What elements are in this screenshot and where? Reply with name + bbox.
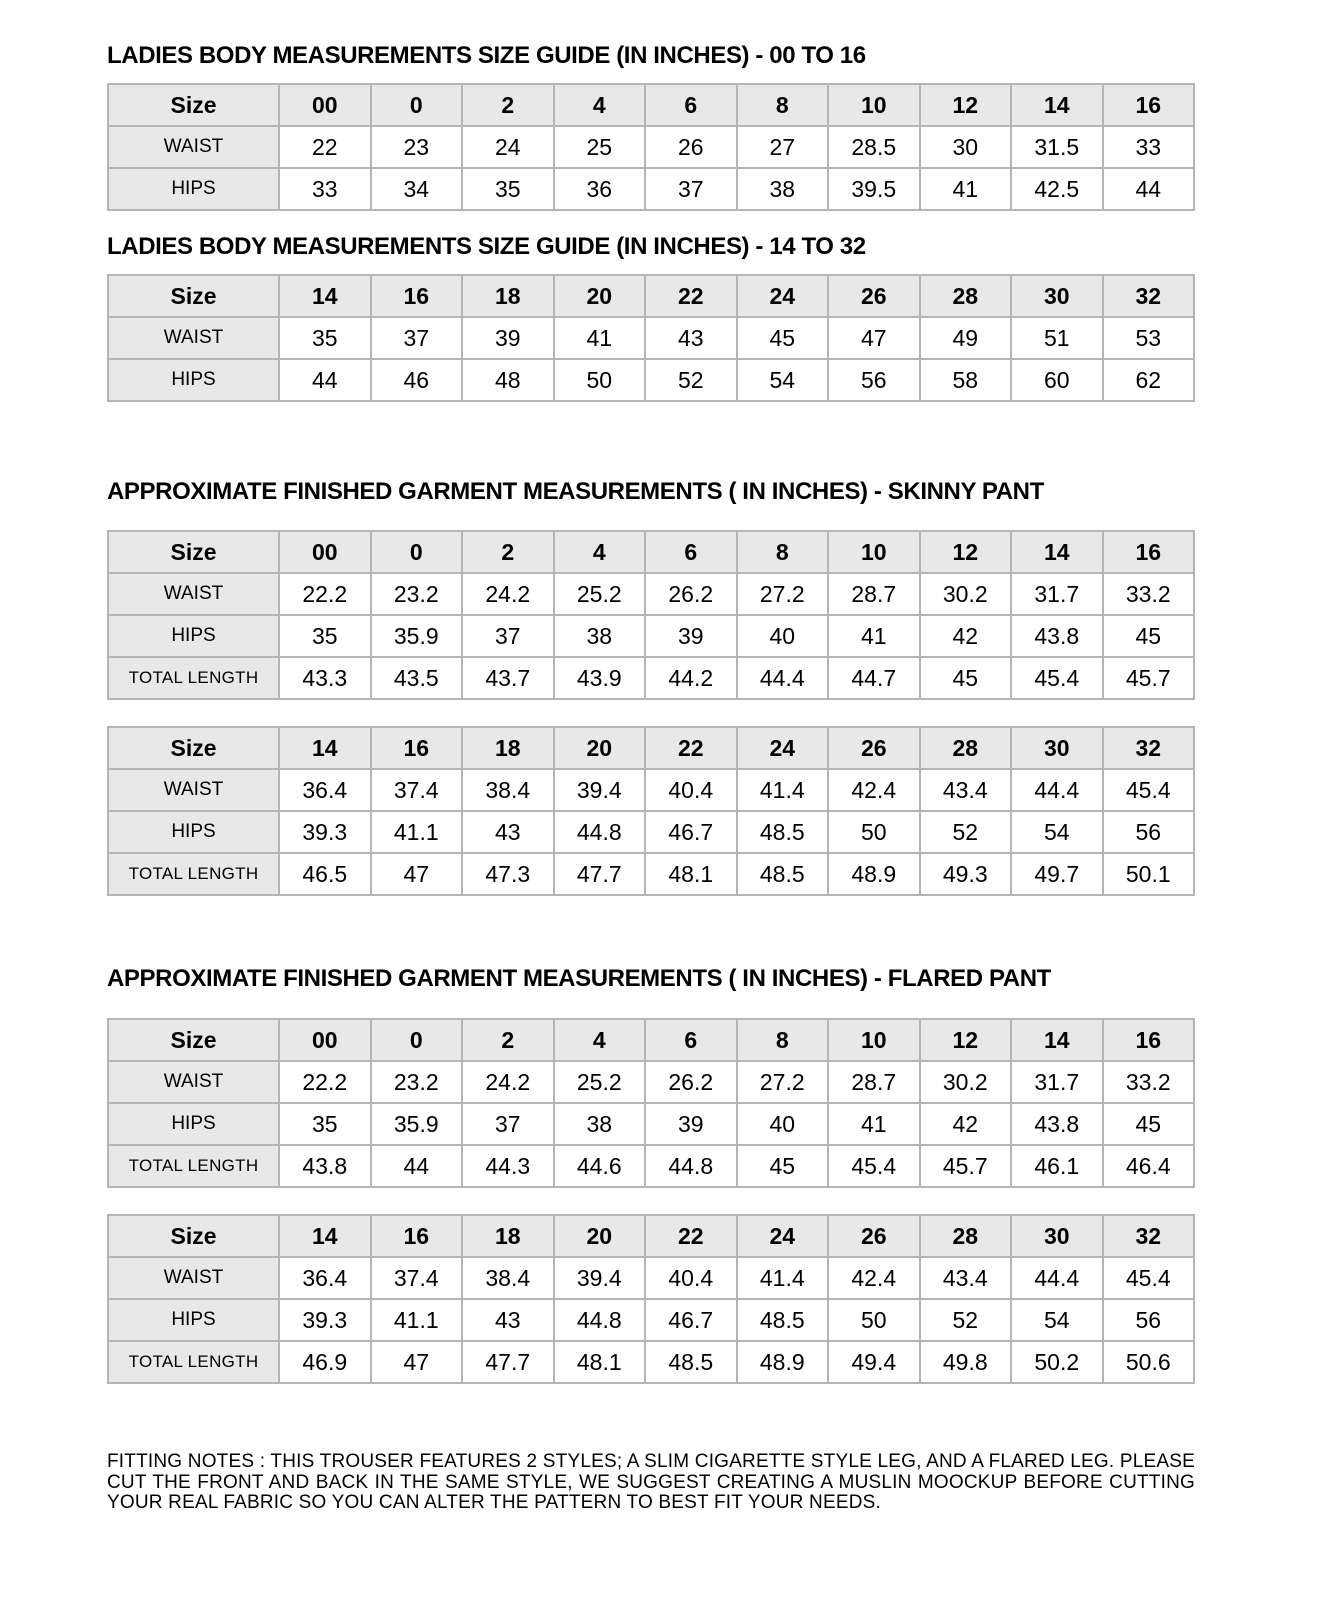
size-header-cell: 30 xyxy=(1011,727,1103,769)
size-header-cell: 10 xyxy=(828,531,920,573)
measurement-cell: 47.7 xyxy=(554,853,646,895)
table-row xyxy=(108,126,1194,168)
measurement-cell: 39.3 xyxy=(279,811,371,853)
size-header-cell: 16 xyxy=(1103,531,1195,573)
size-header-cell: 26 xyxy=(828,727,920,769)
measurement-cell: 45 xyxy=(737,317,829,359)
size-header-cell: 16 xyxy=(1103,84,1195,126)
measurement-cell: 28.7 xyxy=(828,1061,920,1103)
measurement-cell: 31.5 xyxy=(1011,126,1103,168)
section-heading: LADIES BODY MEASUREMENTS SIZE GUIDE (IN INCHES) - 14 TO 32 xyxy=(107,233,866,260)
row-label: HIPS xyxy=(108,615,279,657)
measurement-cell: 40 xyxy=(737,615,829,657)
measurement-cell: 48.9 xyxy=(828,853,920,895)
measurement-cell: 50 xyxy=(828,1299,920,1341)
size-header-cell: 32 xyxy=(1103,275,1195,317)
measurement-cell: 44.7 xyxy=(828,657,920,699)
measurement-cell: 46.9 xyxy=(279,1341,371,1383)
measurement-cell: 35 xyxy=(462,168,554,210)
measurement-cell: 41 xyxy=(920,168,1012,210)
measurement-table xyxy=(107,274,1195,402)
measurement-cell: 45.4 xyxy=(1103,1257,1195,1299)
measurement-cell: 51 xyxy=(1011,317,1103,359)
size-header-cell: 20 xyxy=(554,275,646,317)
measurement-cell: 50.6 xyxy=(1103,1341,1195,1383)
size-header-cell: 32 xyxy=(1103,1215,1195,1257)
size-header-cell: 8 xyxy=(737,1019,829,1061)
measurement-cell: 40.4 xyxy=(645,1257,737,1299)
row-label: WAIST xyxy=(108,573,279,615)
measurement-cell: 50.1 xyxy=(1103,853,1195,895)
size-header-cell: 20 xyxy=(554,727,646,769)
size-header-cell: 26 xyxy=(828,1215,920,1257)
measurement-cell: 44.8 xyxy=(645,1145,737,1187)
size-header-cell: 30 xyxy=(1011,275,1103,317)
measurement-cell: 41.1 xyxy=(371,811,463,853)
measurement-cell: 33 xyxy=(1103,126,1195,168)
measurement-cell: 26.2 xyxy=(645,1061,737,1103)
measurement-cell: 42.5 xyxy=(1011,168,1103,210)
size-header-cell: 0 xyxy=(371,84,463,126)
size-header-cell: 22 xyxy=(645,1215,737,1257)
measurement-cell: 48.5 xyxy=(737,811,829,853)
measurement-cell: 33 xyxy=(279,168,371,210)
measurement-cell: 45 xyxy=(1103,615,1195,657)
measurement-cell: 50 xyxy=(554,359,646,401)
size-header-cell: 16 xyxy=(371,275,463,317)
measurement-cell: 30 xyxy=(920,126,1012,168)
size-header-cell: 00 xyxy=(279,531,371,573)
measurement-cell: 41 xyxy=(554,317,646,359)
size-header-cell: 24 xyxy=(737,727,829,769)
measurement-table xyxy=(107,726,1195,896)
measurement-cell: 23.2 xyxy=(371,573,463,615)
measurement-cell: 33.2 xyxy=(1103,573,1195,615)
measurement-cell: 22 xyxy=(279,126,371,168)
size-table xyxy=(107,726,1195,896)
measurement-cell: 44 xyxy=(279,359,371,401)
measurement-cell: 44.4 xyxy=(1011,1257,1103,1299)
measurement-cell: 34 xyxy=(371,168,463,210)
measurement-cell: 48.5 xyxy=(737,853,829,895)
size-header-cell: 28 xyxy=(920,1215,1012,1257)
size-header-cell: 2 xyxy=(462,1019,554,1061)
measurement-cell: 45 xyxy=(737,1145,829,1187)
table-header-row xyxy=(108,1215,1194,1257)
measurement-cell: 27 xyxy=(737,126,829,168)
table-row xyxy=(108,811,1194,853)
measurement-cell: 37 xyxy=(462,615,554,657)
measurement-cell: 43.8 xyxy=(279,1145,371,1187)
measurement-cell: 45.4 xyxy=(828,1145,920,1187)
size-header-cell: 16 xyxy=(1103,1019,1195,1061)
size-header-cell: 14 xyxy=(1011,1019,1103,1061)
measurement-cell: 47 xyxy=(371,1341,463,1383)
measurement-cell: 44.8 xyxy=(554,1299,646,1341)
measurement-cell: 54 xyxy=(1011,1299,1103,1341)
measurement-cell: 47.7 xyxy=(462,1341,554,1383)
measurement-cell: 52 xyxy=(645,359,737,401)
size-header-cell: 6 xyxy=(645,84,737,126)
measurement-cell: 43.8 xyxy=(1011,615,1103,657)
measurement-cell: 49.8 xyxy=(920,1341,1012,1383)
measurement-cell: 42.4 xyxy=(828,769,920,811)
measurement-cell: 46.1 xyxy=(1011,1145,1103,1187)
measurement-cell: 39.4 xyxy=(554,769,646,811)
size-header-cell: 32 xyxy=(1103,727,1195,769)
measurement-cell: 54 xyxy=(1011,811,1103,853)
measurement-cell: 43.3 xyxy=(279,657,371,699)
fitting-notes: FITTING NOTES : THIS TROUSER FEATURES 2 STYLES; A SLIM CIGARETTE STYLE LEG, AND A FLARED LEG. PLEASE CUT THE FRONT AND BACK IN THE SAME STYLE, WE SUGGEST CREATING A MUSLIN MOOCKUP BEFORE CUTTING YOUR REAL FABRIC SO YOU CAN ALTER THE PATTERN TO BEST FIT YOUR NEEDS. xyxy=(107,1451,1195,1513)
table-header-row xyxy=(108,531,1194,573)
size-header-label: Size xyxy=(108,1019,279,1061)
measurement-cell: 22.2 xyxy=(279,573,371,615)
measurement-cell: 39.4 xyxy=(554,1257,646,1299)
measurement-cell: 41.4 xyxy=(737,769,829,811)
size-header-cell: 18 xyxy=(462,1215,554,1257)
measurement-cell: 25.2 xyxy=(554,573,646,615)
size-header-cell: 6 xyxy=(645,531,737,573)
measurement-cell: 46.4 xyxy=(1103,1145,1195,1187)
size-header-cell: 4 xyxy=(554,84,646,126)
measurement-cell: 25.2 xyxy=(554,1061,646,1103)
measurement-cell: 45 xyxy=(1103,1103,1195,1145)
measurement-cell: 40 xyxy=(737,1103,829,1145)
measurement-cell: 49.4 xyxy=(828,1341,920,1383)
measurement-cell: 62 xyxy=(1103,359,1195,401)
measurement-cell: 30.2 xyxy=(920,1061,1012,1103)
size-header-label: Size xyxy=(108,1215,279,1257)
measurement-cell: 44 xyxy=(1103,168,1195,210)
table-header-row xyxy=(108,727,1194,769)
size-header-cell: 8 xyxy=(737,531,829,573)
size-header-cell: 8 xyxy=(737,84,829,126)
measurement-cell: 54 xyxy=(737,359,829,401)
measurement-cell: 23 xyxy=(371,126,463,168)
measurement-cell: 31.7 xyxy=(1011,1061,1103,1103)
size-table xyxy=(107,1214,1195,1384)
table-row xyxy=(108,657,1194,699)
measurement-cell: 48.5 xyxy=(645,1341,737,1383)
measurement-table xyxy=(107,1018,1195,1188)
measurement-cell: 38.4 xyxy=(462,769,554,811)
measurement-cell: 27.2 xyxy=(737,573,829,615)
size-header-cell: 6 xyxy=(645,1019,737,1061)
measurement-cell: 23.2 xyxy=(371,1061,463,1103)
size-header-cell: 16 xyxy=(371,727,463,769)
measurement-cell: 43.5 xyxy=(371,657,463,699)
measurement-cell: 24.2 xyxy=(462,573,554,615)
measurement-cell: 60 xyxy=(1011,359,1103,401)
size-header-cell: 20 xyxy=(554,1215,646,1257)
measurement-cell: 39 xyxy=(645,615,737,657)
size-table xyxy=(107,530,1195,700)
size-header-cell: 22 xyxy=(645,727,737,769)
measurement-cell: 37 xyxy=(645,168,737,210)
measurement-cell: 38 xyxy=(554,1103,646,1145)
size-header-cell: 0 xyxy=(371,531,463,573)
measurement-cell: 39 xyxy=(645,1103,737,1145)
measurement-cell: 36 xyxy=(554,168,646,210)
measurement-cell: 48.1 xyxy=(554,1341,646,1383)
measurement-cell: 48.9 xyxy=(737,1341,829,1383)
size-header-cell: 14 xyxy=(279,275,371,317)
measurement-cell: 35.9 xyxy=(371,1103,463,1145)
measurement-cell: 44.6 xyxy=(554,1145,646,1187)
measurement-table xyxy=(107,83,1195,211)
measurement-cell: 27.2 xyxy=(737,1061,829,1103)
measurement-cell: 56 xyxy=(828,359,920,401)
measurement-cell: 44.8 xyxy=(554,811,646,853)
measurement-cell: 37 xyxy=(371,317,463,359)
measurement-cell: 45.4 xyxy=(1103,769,1195,811)
row-label: TOTAL LENGTH xyxy=(108,1341,279,1383)
row-label: WAIST xyxy=(108,769,279,811)
measurement-cell: 38 xyxy=(554,615,646,657)
measurement-cell: 35.9 xyxy=(371,615,463,657)
size-header-cell: 28 xyxy=(920,275,1012,317)
measurement-cell: 35 xyxy=(279,317,371,359)
measurement-cell: 44.4 xyxy=(1011,769,1103,811)
measurement-cell: 56 xyxy=(1103,1299,1195,1341)
measurement-cell: 44.2 xyxy=(645,657,737,699)
size-header-cell: 12 xyxy=(920,84,1012,126)
row-label: TOTAL LENGTH xyxy=(108,1145,279,1187)
measurement-cell: 45.7 xyxy=(1103,657,1195,699)
measurement-cell: 50 xyxy=(828,811,920,853)
measurement-cell: 36.4 xyxy=(279,1257,371,1299)
measurement-cell: 42.4 xyxy=(828,1257,920,1299)
measurement-cell: 28.7 xyxy=(828,573,920,615)
table-row xyxy=(108,1299,1194,1341)
table-row xyxy=(108,1103,1194,1145)
table-header-row xyxy=(108,84,1194,126)
measurement-cell: 39.5 xyxy=(828,168,920,210)
measurement-cell: 58 xyxy=(920,359,1012,401)
measurement-cell: 56 xyxy=(1103,811,1195,853)
measurement-cell: 48 xyxy=(462,359,554,401)
measurement-cell: 45.7 xyxy=(920,1145,1012,1187)
size-header-cell: 12 xyxy=(920,531,1012,573)
row-label: WAIST xyxy=(108,1257,279,1299)
measurement-cell: 37.4 xyxy=(371,769,463,811)
measurement-cell: 47 xyxy=(828,317,920,359)
row-label: HIPS xyxy=(108,1299,279,1341)
measurement-cell: 52 xyxy=(920,811,1012,853)
measurement-cell: 28.5 xyxy=(828,126,920,168)
measurement-cell: 43.8 xyxy=(1011,1103,1103,1145)
table-row xyxy=(108,769,1194,811)
measurement-cell: 41.1 xyxy=(371,1299,463,1341)
measurement-cell: 43 xyxy=(645,317,737,359)
size-header-cell: 30 xyxy=(1011,1215,1103,1257)
measurement-cell: 22.2 xyxy=(279,1061,371,1103)
size-header-cell: 22 xyxy=(645,275,737,317)
row-label: WAIST xyxy=(108,126,279,168)
table-row xyxy=(108,168,1194,210)
size-header-cell: 4 xyxy=(554,531,646,573)
measurement-cell: 26.2 xyxy=(645,573,737,615)
measurement-cell: 48.5 xyxy=(737,1299,829,1341)
size-header-cell: 2 xyxy=(462,84,554,126)
table-row xyxy=(108,1341,1194,1383)
size-header-label: Size xyxy=(108,531,279,573)
size-header-cell: 26 xyxy=(828,275,920,317)
row-label: TOTAL LENGTH xyxy=(108,657,279,699)
measurement-cell: 52 xyxy=(920,1299,1012,1341)
measurement-cell: 35 xyxy=(279,615,371,657)
row-label: TOTAL LENGTH xyxy=(108,853,279,895)
measurement-cell: 25 xyxy=(554,126,646,168)
size-header-cell: 28 xyxy=(920,727,1012,769)
measurement-cell: 36.4 xyxy=(279,769,371,811)
section-heading: APPROXIMATE FINISHED GARMENT MEASUREMENTS ( IN INCHES) - FLARED PANT xyxy=(107,965,1051,992)
size-header-label: Size xyxy=(108,275,279,317)
row-label: HIPS xyxy=(108,359,279,401)
measurement-cell: 31.7 xyxy=(1011,573,1103,615)
measurement-cell: 43.4 xyxy=(920,769,1012,811)
measurement-cell: 38.4 xyxy=(462,1257,554,1299)
measurement-cell: 46 xyxy=(371,359,463,401)
size-header-cell: 0 xyxy=(371,1019,463,1061)
row-label: HIPS xyxy=(108,1103,279,1145)
size-header-cell: 16 xyxy=(371,1215,463,1257)
measurement-table xyxy=(107,1214,1195,1384)
section-heading: APPROXIMATE FINISHED GARMENT MEASUREMENTS ( IN INCHES) - SKINNY PANT xyxy=(107,478,1044,505)
size-header-cell: 24 xyxy=(737,275,829,317)
size-header-cell: 10 xyxy=(828,84,920,126)
measurement-cell: 42 xyxy=(920,1103,1012,1145)
measurement-cell: 49.7 xyxy=(1011,853,1103,895)
size-header-cell: 14 xyxy=(279,1215,371,1257)
measurement-cell: 44.3 xyxy=(462,1145,554,1187)
table-row xyxy=(108,853,1194,895)
size-header-cell: 00 xyxy=(279,84,371,126)
table-header-row xyxy=(108,1019,1194,1061)
measurement-cell: 49 xyxy=(920,317,1012,359)
table-row xyxy=(108,1145,1194,1187)
measurement-cell: 53 xyxy=(1103,317,1195,359)
measurement-cell: 39 xyxy=(462,317,554,359)
measurement-cell: 44.4 xyxy=(737,657,829,699)
table-row xyxy=(108,615,1194,657)
measurement-cell: 47.3 xyxy=(462,853,554,895)
measurement-cell: 35 xyxy=(279,1103,371,1145)
size-header-cell: 14 xyxy=(1011,531,1103,573)
measurement-table xyxy=(107,530,1195,700)
measurement-cell: 38 xyxy=(737,168,829,210)
measurement-cell: 40.4 xyxy=(645,769,737,811)
size-header-cell: 4 xyxy=(554,1019,646,1061)
size-header-cell: 18 xyxy=(462,275,554,317)
measurement-cell: 43.7 xyxy=(462,657,554,699)
measurement-cell: 46.5 xyxy=(279,853,371,895)
table-row xyxy=(108,317,1194,359)
size-header-cell: 14 xyxy=(1011,84,1103,126)
row-label: HIPS xyxy=(108,168,279,210)
size-header-label: Size xyxy=(108,727,279,769)
measurement-cell: 24.2 xyxy=(462,1061,554,1103)
size-header-cell: 24 xyxy=(737,1215,829,1257)
measurement-cell: 43 xyxy=(462,1299,554,1341)
measurement-cell: 45 xyxy=(920,657,1012,699)
measurement-cell: 43 xyxy=(462,811,554,853)
measurement-cell: 43.4 xyxy=(920,1257,1012,1299)
size-header-cell: 12 xyxy=(920,1019,1012,1061)
measurement-cell: 46.7 xyxy=(645,811,737,853)
measurement-cell: 39.3 xyxy=(279,1299,371,1341)
measurement-cell: 44 xyxy=(371,1145,463,1187)
size-table xyxy=(107,1018,1195,1188)
table-row xyxy=(108,1257,1194,1299)
measurement-cell: 24 xyxy=(462,126,554,168)
row-label: WAIST xyxy=(108,1061,279,1103)
row-label: HIPS xyxy=(108,811,279,853)
size-header-cell: 00 xyxy=(279,1019,371,1061)
measurement-cell: 47 xyxy=(371,853,463,895)
row-label: WAIST xyxy=(108,317,279,359)
size-table xyxy=(107,274,1195,402)
measurement-cell: 45.4 xyxy=(1011,657,1103,699)
table-row xyxy=(108,1061,1194,1103)
measurement-cell: 30.2 xyxy=(920,573,1012,615)
measurement-cell: 50.2 xyxy=(1011,1341,1103,1383)
measurement-cell: 42 xyxy=(920,615,1012,657)
table-row xyxy=(108,359,1194,401)
size-header-label: Size xyxy=(108,84,279,126)
measurement-cell: 41 xyxy=(828,615,920,657)
size-table xyxy=(107,83,1195,211)
measurement-cell: 26 xyxy=(645,126,737,168)
table-header-row xyxy=(108,275,1194,317)
measurement-cell: 37 xyxy=(462,1103,554,1145)
measurement-cell: 41 xyxy=(828,1103,920,1145)
measurement-cell: 37.4 xyxy=(371,1257,463,1299)
measurement-cell: 43.9 xyxy=(554,657,646,699)
measurement-cell: 41.4 xyxy=(737,1257,829,1299)
measurement-cell: 49.3 xyxy=(920,853,1012,895)
section-heading: LADIES BODY MEASUREMENTS SIZE GUIDE (IN INCHES) - 00 TO 16 xyxy=(107,42,866,69)
measurement-cell: 48.1 xyxy=(645,853,737,895)
size-header-cell: 2 xyxy=(462,531,554,573)
measurement-cell: 33.2 xyxy=(1103,1061,1195,1103)
size-header-cell: 14 xyxy=(279,727,371,769)
size-header-cell: 18 xyxy=(462,727,554,769)
size-header-cell: 10 xyxy=(828,1019,920,1061)
measurement-cell: 46.7 xyxy=(645,1299,737,1341)
table-row xyxy=(108,573,1194,615)
